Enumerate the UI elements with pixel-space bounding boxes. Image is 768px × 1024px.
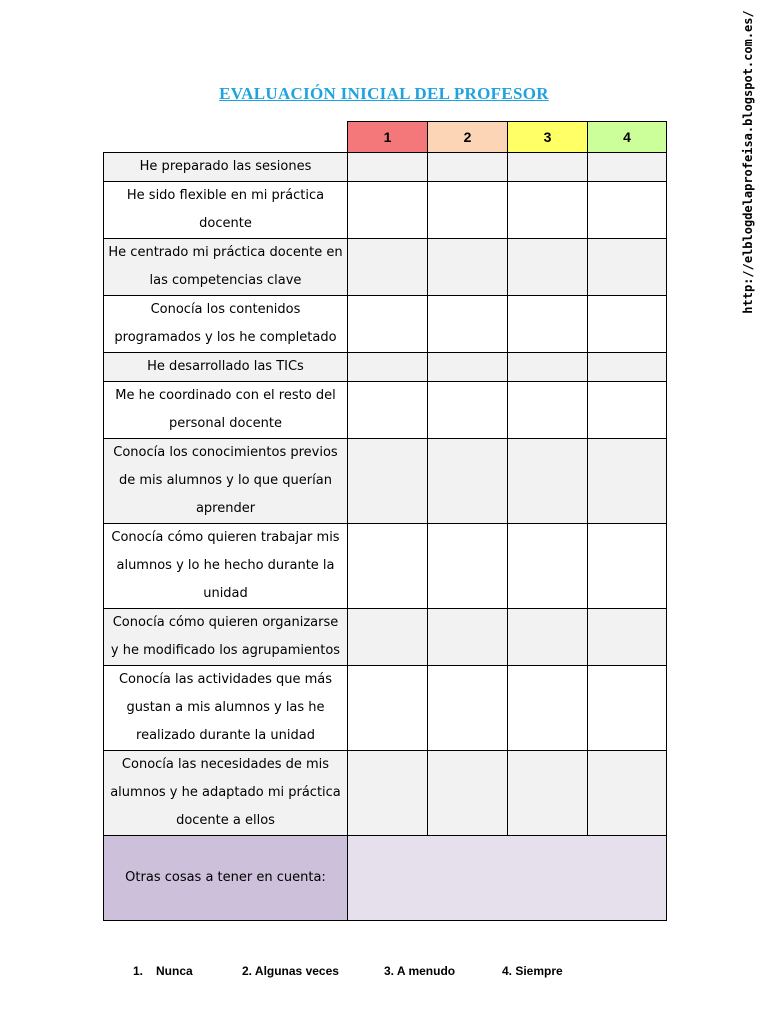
rating-cell-3[interactable] [508,296,588,353]
criteria-rows [104,153,667,836]
criterion-label: Me he coordinado con el resto del personal docente [104,382,348,439]
rating-cell-2[interactable] [428,382,508,439]
rating-cell-2[interactable] [428,439,508,524]
rating-cell-3[interactable] [508,353,588,382]
criterion-label: Conocía los conocimientos previos de mis alumnos y lo que querían aprender [104,439,348,524]
rating-cell-2[interactable] [428,182,508,239]
rating-cell-3[interactable] [508,609,588,666]
rating-cell-4[interactable] [588,153,667,182]
evaluation-table [103,121,667,921]
criteria-row [104,382,667,439]
criteria-row [104,609,667,666]
rating-cell-1[interactable] [348,182,428,239]
rating-cell-3[interactable] [508,182,588,239]
legend-item-3: 3. A menudo [384,964,456,978]
scale-header-2: 2 [428,122,508,153]
criteria-row [104,751,667,836]
rating-cell-2[interactable] [428,609,508,666]
rating-cell-4[interactable] [588,239,667,296]
scale-header-1: 1 [348,122,428,153]
criterion-label: Conocía cómo quieren trabajar mis alumnos y lo he hecho durante la unidad [104,524,348,609]
rating-cell-1[interactable] [348,751,428,836]
rating-cell-4[interactable] [588,751,667,836]
criterion-label: He desarrollado las TICs [104,353,348,382]
rating-cell-2[interactable] [428,239,508,296]
rating-cell-3[interactable] [508,239,588,296]
legend-item-1-number: 1. [133,964,144,978]
rating-cell-1[interactable] [348,666,428,751]
criteria-row [104,353,667,382]
rating-cell-3[interactable] [508,439,588,524]
other-notes-box[interactable] [348,836,667,921]
criteria-row [104,239,667,296]
scale-legend [0,964,768,984]
rating-cell-1[interactable] [348,153,428,182]
scale-header-row [104,122,667,153]
criteria-row [104,153,667,182]
scale-header-3: 3 [508,122,588,153]
rating-cell-1[interactable] [348,296,428,353]
rating-cell-4[interactable] [588,439,667,524]
criterion-label: Conocía las actividades que más gustan a mis alumnos y las he realizado durante la unidad [104,666,348,751]
rating-cell-2[interactable] [428,524,508,609]
rating-cell-3[interactable] [508,524,588,609]
rating-cell-2[interactable] [428,153,508,182]
rating-cell-4[interactable] [588,382,667,439]
other-notes-row [104,836,667,921]
rating-cell-2[interactable] [428,296,508,353]
blog-url-text: http://elblogdelaprofeisa.blogspot.com.es/ [741,10,755,314]
rating-cell-1[interactable] [348,239,428,296]
page-title: EVALUACIÓN INICIAL DEL PROFESOR [219,84,549,103]
rating-cell-3[interactable] [508,666,588,751]
rating-cell-2[interactable] [428,666,508,751]
criteria-row [104,439,667,524]
criteria-row [104,296,667,353]
criterion-label: Conocía los contenidos programados y los he completado [104,296,348,353]
rating-cell-1[interactable] [348,609,428,666]
rating-cell-2[interactable] [428,353,508,382]
rating-cell-4[interactable] [588,182,667,239]
header-empty-cell [104,122,348,153]
rating-cell-1[interactable] [348,353,428,382]
criterion-label: Conocía las necesidades de mis alumnos y he adaptado mi práctica docente a ellos [104,751,348,836]
rating-cell-1[interactable] [348,524,428,609]
blog-url-vertical [736,10,760,314]
criterion-label: Conocía cómo quieren organizarse y he modificado los agrupamientos [104,609,348,666]
rating-cell-1[interactable] [348,382,428,439]
rating-cell-4[interactable] [588,524,667,609]
rating-cell-4[interactable] [588,353,667,382]
other-notes-label: Otras cosas a tener en cuenta: [104,836,348,921]
criterion-label: He sido flexible en mi práctica docente [104,182,348,239]
rating-cell-3[interactable] [508,153,588,182]
scale-header-4: 4 [588,122,667,153]
rating-cell-4[interactable] [588,296,667,353]
criteria-row [104,524,667,609]
legend-item-4: 4. Siempre [502,964,563,978]
rating-cell-4[interactable] [588,666,667,751]
rating-cell-3[interactable] [508,382,588,439]
criterion-label: He centrado mi práctica docente en las competencias clave [104,239,348,296]
legend-item-1-label: Nunca [156,964,193,978]
criterion-label: He preparado las sesiones [104,153,348,182]
rating-cell-3[interactable] [508,751,588,836]
rating-cell-2[interactable] [428,751,508,836]
rating-cell-1[interactable] [348,439,428,524]
legend-item-2: 2. Algunas veces [242,964,339,978]
rating-cell-4[interactable] [588,609,667,666]
criteria-row [104,182,667,239]
criteria-row [104,666,667,751]
